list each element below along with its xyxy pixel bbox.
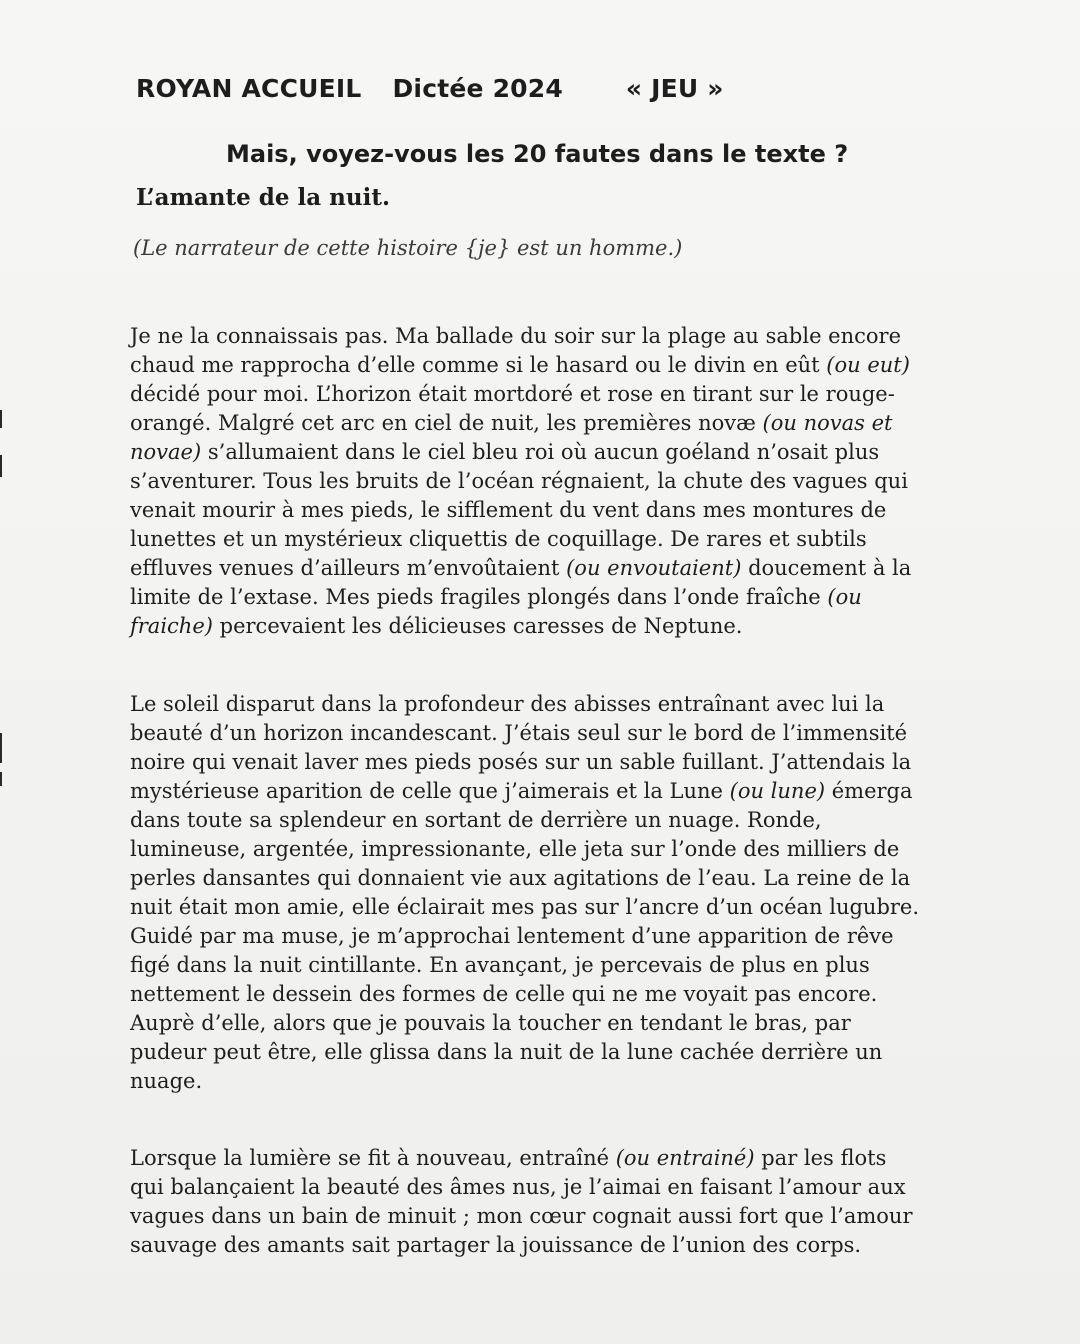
header-game-label: « JEU » [625, 74, 724, 103]
alternative-spelling: fraiche) [130, 614, 213, 638]
text-line [130, 748, 960, 777]
document-header [136, 74, 724, 103]
alternative-spelling: novae) [130, 440, 202, 464]
text-line [130, 583, 960, 612]
text-run: Je ne la connaissais pas. Ma ballade du soir sur la plage au sable encore [130, 324, 901, 348]
header-dictee: Dictée 2024 [392, 74, 563, 103]
text-run: figé dans la nuit cintillante. En avançant, je percevais de plus en plus [130, 953, 870, 977]
text-run: percevaient les délicieuses caresses de Neptune. [212, 614, 743, 638]
text-line [130, 1173, 960, 1202]
text-run: chaud me rapprocha d’elle comme si le hasard ou le divin en eût [130, 353, 827, 377]
text-line [130, 835, 960, 864]
text-line [130, 980, 960, 1009]
paragraph [130, 322, 960, 641]
text-run: Guidé par ma muse, je m’approchai lentement d’une apparition de rêve [130, 924, 894, 948]
text-line [130, 1009, 960, 1038]
story-title: L’amante de la nuit. [136, 184, 390, 211]
text-line [130, 612, 960, 641]
text-run: beauté d’un horizon incandescant. J’étais seul sur le bord de l’immensité [130, 721, 908, 745]
text-line [130, 777, 960, 806]
text-line [130, 467, 960, 496]
margin-mark [0, 772, 2, 786]
text-line [130, 922, 960, 951]
text-run: Auprè d’elle, alors que je pouvais la toucher en tendant le bras, par [130, 1011, 851, 1035]
text-line [130, 1144, 960, 1173]
text-line [130, 322, 960, 351]
text-run: émerga [825, 779, 913, 803]
text-line [130, 1202, 960, 1231]
text-run: Lorsque la lumière se fit à nouveau, entraîné [130, 1146, 616, 1170]
text-run: pudeur peut être, elle glissa dans la nuit de la lune cachée derrière un [130, 1040, 883, 1064]
intro-note: (Le narrateur de cette histoire {je} est un homme.) [133, 236, 683, 260]
text-run: qui balançaient la beauté des âmes nus, je l’aimai en faisant l’amour aux [130, 1175, 906, 1199]
text-line [130, 690, 960, 719]
text-line [130, 1067, 960, 1096]
paragraph [130, 690, 960, 1096]
text-run: effluves venues d’ailleurs m’envoûtaient [130, 556, 567, 580]
text-line [130, 380, 960, 409]
alternative-spelling: (ou envoutaient) [566, 556, 742, 580]
text-run: nuit était mon amie, elle éclairait mes pas sur l’ancre d’un océan lugubre. [130, 895, 920, 919]
text-run: Le soleil disparut dans la profondeur des abisses entraînant avec lui la [130, 692, 885, 716]
text-line [130, 893, 960, 922]
text-line [130, 525, 960, 554]
margin-mark [0, 410, 2, 428]
alternative-spelling: (ou [827, 585, 862, 609]
text-line [130, 951, 960, 980]
text-line [130, 554, 960, 583]
text-run: orangé. Malgré cet arc en ciel de nuit, les premières novæ [130, 411, 763, 435]
text-line [130, 351, 960, 380]
text-run: vagues dans un bain de minuit ; mon cœur cognait aussi fort que l’amour [130, 1204, 913, 1228]
paragraph [130, 1144, 960, 1260]
text-run: limite de l’extase. Mes pieds fragiles plongés dans l’onde fraîche [130, 585, 828, 609]
margin-mark [0, 455, 2, 477]
text-line [130, 864, 960, 893]
text-run: lunettes et un mystérieux cliquettis de coquillage. De rares et subtils [130, 527, 867, 551]
alternative-spelling: (ou eut) [826, 353, 910, 377]
text-line [130, 806, 960, 835]
text-run: venait mourir à mes pieds, le sifflement du vent dans mes montures de [130, 498, 887, 522]
text-run: décidé pour moi. L’horizon était mortdoré et rose en tirant sur le rouge- [130, 382, 895, 406]
text-run: nuage. [130, 1069, 203, 1093]
text-line [130, 1231, 960, 1260]
text-run: par les flots [754, 1146, 887, 1170]
text-run: perles dansantes qui donnaient vie aux agitations de l’eau. La reine de la [130, 866, 911, 890]
text-run: noire qui venait laver mes pieds posés sur un sable fuillant. J’attendais la [130, 750, 912, 774]
text-run: nettement le dessein des formes de celle qui ne me voyait pas encore. [130, 982, 878, 1006]
text-line [130, 719, 960, 748]
text-line [130, 496, 960, 525]
margin-mark [0, 733, 2, 763]
text-run: dans toute sa splendeur en sortant de derrière un nuage. Ronde, [130, 808, 822, 832]
text-run: lumineuse, argentée, impressionante, elle jeta sur l’onde des milliers de [130, 837, 900, 861]
text-run: doucement à la [741, 556, 912, 580]
header-organization: ROYAN ACCUEIL [136, 74, 362, 103]
text-run: s’aventurer. Tous les bruits de l’océan régnaient, la chute des vagues qui [130, 469, 908, 493]
text-run: s’allumaient dans le ciel bleu roi où aucun goéland n’osait plus [201, 440, 880, 464]
text-line [130, 438, 960, 467]
alternative-spelling: (ou entrainé) [615, 1146, 755, 1170]
text-line [130, 409, 960, 438]
text-run: sauvage des amants sait partager la jouissance de l’union des corps. [130, 1233, 862, 1257]
text-line [130, 1038, 960, 1067]
subtitle: Mais, voyez-vous les 20 fautes dans le texte ? [226, 140, 849, 168]
text-run: mystérieuse aparition de celle que j’aimerais et la Lune [130, 779, 730, 803]
alternative-spelling: (ou lune) [729, 779, 826, 803]
alternative-spelling: (ou novas et [762, 411, 893, 435]
